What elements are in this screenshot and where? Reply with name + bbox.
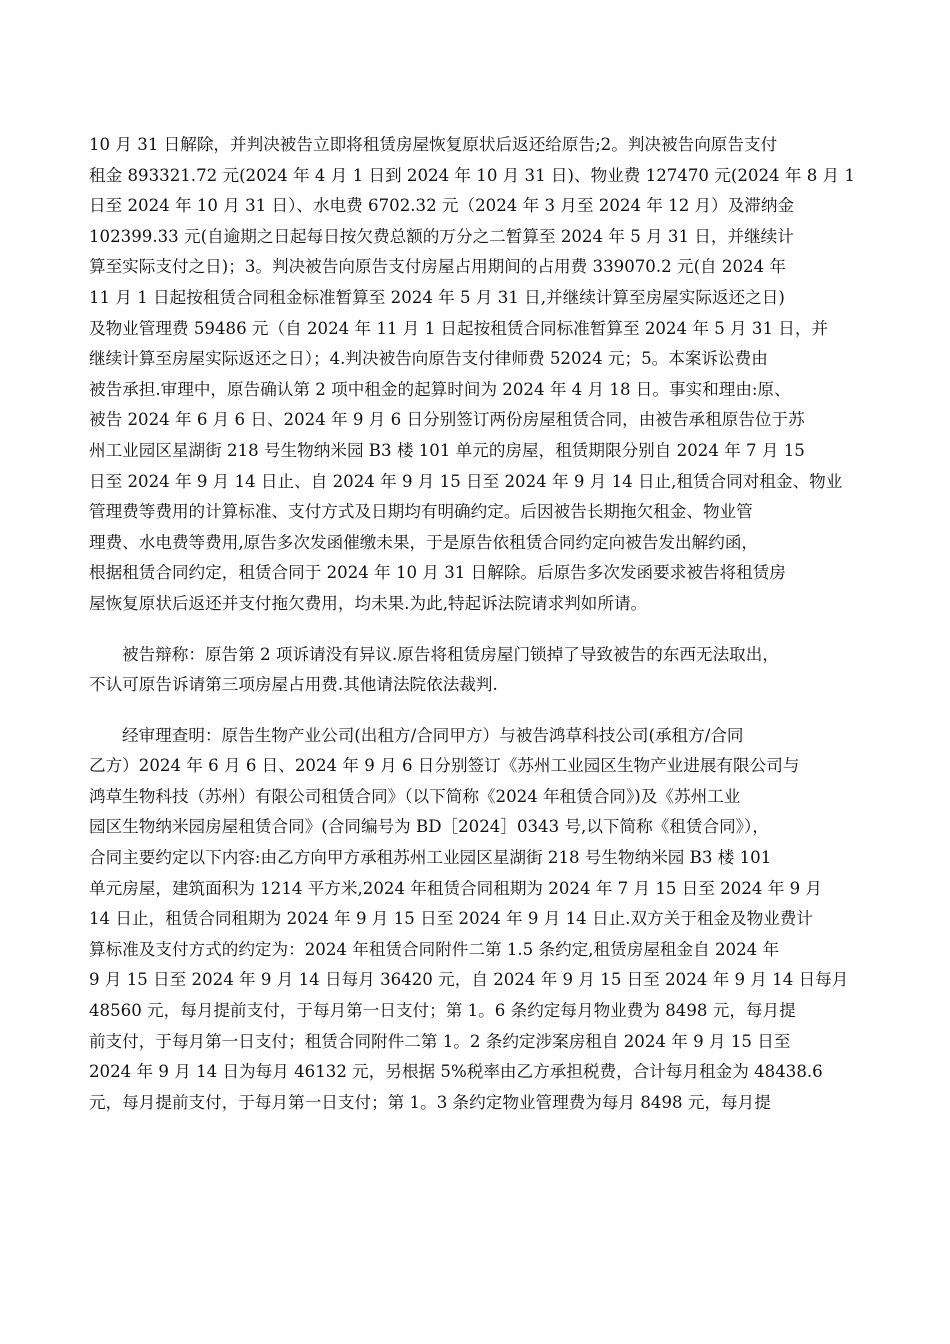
text-line: 单元房屋，建筑面积为 1214 平方米,2024 年租赁合同租期为 2024 年 7 月 15 日至 2024 年 9 月 (89, 878, 823, 898)
text-line: 前支付，于每月第一日支付；租赁合同附件二第 1。2 条约定涉案房租自 2024 年 9 月 15 日至 (89, 1031, 791, 1051)
text-line: 园区生物纳米园房屋租赁合同》(合同编号为 BD［2024］0343 号,以下简称《租赁合同》）， (89, 817, 769, 837)
text-line: 被告 2024 年 6 月 6 日、2024 年 9 月 6 日分别签订两份房屋租赁合同，由被告承租原告位于苏 (89, 410, 805, 430)
text-line: 根据租赁合同约定，租赁合同于 2024 年 10 月 31 日解除。后原告多次发函要求被告将租赁房 (89, 563, 786, 583)
text-line: 9 月 15 日至 2024 年 9 月 14 日每月 36420 元，自 2024 年 9 月 15 日至 2024 年 9 月 14 日每月 (89, 970, 849, 990)
document-body (89, 130, 871, 1118)
text-line: 鸿草生物科技（苏州）有限公司租赁合同》（以下简称《2024 年租赁合同》)及《苏州工业 (89, 786, 741, 806)
text-line: 48560 元，每月提前支付，于每月第一日支付；第 1。6 条约定每月物业费为 8498 元，每月提 (89, 1001, 796, 1021)
text-line: 不认可原告诉请第三项房屋占用费.其他请法院依法裁判. (89, 675, 498, 695)
paragraph-plaintiff-claims (89, 130, 871, 620)
text-line: 继续计算至房屋实际返还之日）；4.判决被告向原告支付律师费 52024 元；5。本案诉讼费由 (89, 349, 768, 369)
text-line: 被告辩称：原告第 2 项诉请没有异议.原告将租赁房屋门锁掉了导致被告的东西无法取出， (122, 644, 779, 664)
text-line: 14 日止，租赁合同租期为 2024 年 9 月 15 日至 2024 年 9 月 14 日止.双方关于租金及物业费计 (89, 909, 813, 929)
text-line: 102399.33 元(自逾期之日起每日按欠费总额的万分之二暂算至 2024 年 5 月 31 日，并继续计 (89, 226, 794, 246)
text-line: 州工业园区星湖街 218 号生物纳米园 B3 楼 101 单元的房屋，租赁期限分别自 2024 年 7 月 15 (89, 440, 805, 460)
paragraph-defendant-defense (89, 640, 871, 701)
text-line: 日至 2024 年 10 月 31 日）、水电费 6702.32 元（2024 年 3 月至 2024 年 12 月）及滞纳金 (89, 196, 795, 216)
text-line: 2024 年 9 月 14 日为每月 46132 元，另根据 5%税率由乙方承担税费，合计每月租金为 48438.6 (89, 1062, 823, 1082)
text-line: 10 月 31 日解除，并判决被告立即将租赁房屋恢复原状后返还给原告;2。判决被告向原告支付 (89, 135, 778, 154)
paragraph-gap (89, 620, 871, 640)
paragraph-gap (89, 701, 871, 721)
text-line: 算至实际支付之日)；3。判决被告向原告支付房屋占用期间的占用费 339070.2 元(自 2024 年 (89, 257, 787, 277)
text-line: 合同主要约定以下内容:由乙方向甲方承租苏州工业园区星湖街 218 号生物纳米园 B3 楼 101 (89, 848, 772, 868)
text-line: 日至 2024 年 9 月 14 日止、自 2024 年 9 月 15 日至 2024 年 9 月 14 日止,租赁合同对租金、物业 (89, 471, 843, 491)
text-line: 理费、水电费等费用,原告多次发函催缴未果，于是原告依租赁合同约定向被告发出解约函， (89, 532, 759, 552)
text-line: 元，每月提前支付，于每月第一日支付；第 1。3 条约定物业管理费为每月 8498 元，每月提 (89, 1092, 771, 1112)
text-line: 算标准及支付方式的约定为：2024 年租赁合同附件二第 1.5 条约定,租赁房屋租金自 2024 年 (89, 939, 780, 959)
text-line: 租金 893321.72 元(2024 年 4 月 1 日到 2024 年 10 月 31 日)、物业费 127470 元(2024 年 8 月 1 (89, 165, 855, 185)
text-line: 被告承担.审理中，原告确认第 2 项中租金的起算时间为 2024 年 4 月 18 日。事实和理由:原、 (89, 379, 791, 399)
text-line: 屋恢复原状后返还并支付拖欠费用，均未果.为此,特起诉法院请求判如所请。 (89, 593, 648, 613)
text-line: 乙方）2024 年 6 月 6 日、2024 年 9 月 6 日分别签订《苏州工业园区生物产业进展有限公司与 (89, 756, 800, 776)
text-line: 经审理查明：原告生物产业公司(出租方/合同甲方）与被告鸿草科技公司(承租方/合同 (122, 725, 744, 745)
text-line: 及物业管理费 59486 元（自 2024 年 11 月 1 日起按租赁合同标准暂算至 2024 年 5 月 31 日，并 (89, 318, 829, 338)
text-line: 管理费等费用的计算标准、支付方式及日期均有明确约定。后因被告长期拖欠租金、物业管 (89, 502, 753, 522)
paragraph-findings (89, 721, 871, 1119)
text-line: 11 月 1 日起按租赁合同租金标准暂算至 2024 年 5 月 31 日,并继续计算至房屋实际返还之日) (89, 287, 785, 307)
